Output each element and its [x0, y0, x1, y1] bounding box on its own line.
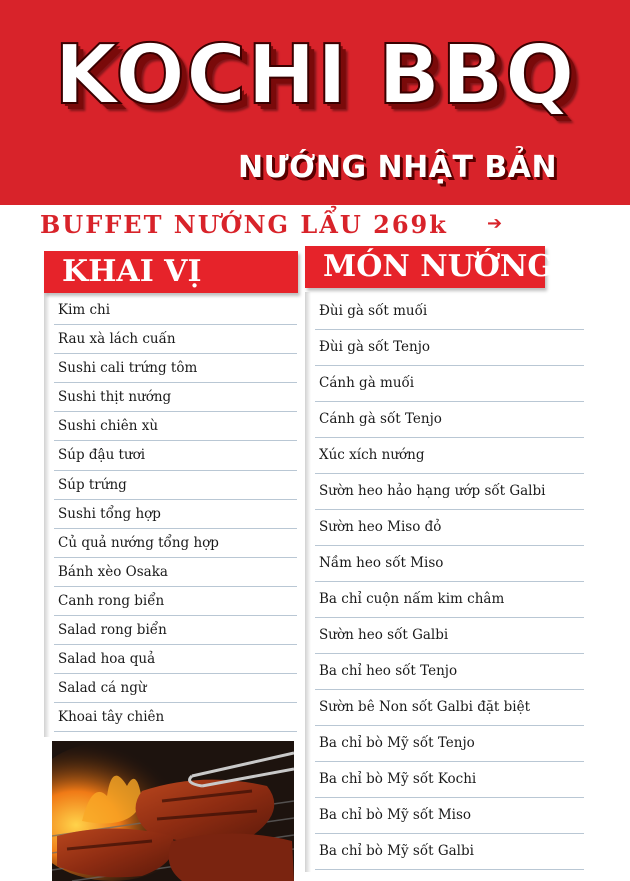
- menu-item: Cánh gà muối: [315, 366, 584, 402]
- menu-item: Cánh gà sốt Tenjo: [315, 402, 584, 438]
- menu-item: Bánh xèo Osaka: [54, 558, 297, 587]
- menu-item: Ba chỉ bò Mỹ sốt Miso: [315, 798, 584, 834]
- grilled-meat-photo: [52, 741, 294, 881]
- menu-item: Sushi tổng hợp: [54, 500, 297, 529]
- menu-item: Sushi chiên xù: [54, 412, 297, 441]
- menu-item: Đùi gà sốt muối: [315, 294, 584, 330]
- menu-item: Ba chỉ heo sốt Tenjo: [315, 654, 584, 690]
- brand-subtitle: NƯỚNG NHẬT BẢN: [238, 150, 558, 185]
- arrow-right-icon: ➔: [487, 213, 503, 234]
- menu-item: Sushi cali trứng tôm: [54, 354, 297, 383]
- grilled-list: [315, 294, 584, 870]
- menu-item: Ba chỉ bò Mỹ sốt Galbi: [315, 834, 584, 870]
- section-title-appetizers: KHAI VỊ: [44, 251, 298, 293]
- column-shadow: [305, 292, 311, 872]
- menu-item: Sườn heo sốt Galbi: [315, 618, 584, 654]
- menu-item: Ba chỉ bò Mỹ sốt Tenjo: [315, 726, 584, 762]
- brand-logo-text: KOCHI BBQ: [54, 28, 576, 123]
- menu-item: Canh rong biển: [54, 587, 297, 616]
- menu-item: Khoai tây chiên: [54, 703, 297, 732]
- section-title-grilled: MÓN NƯỚNG: [305, 246, 545, 288]
- menu-item: Xúc xích nướng: [315, 438, 584, 474]
- menu-item: Nầm heo sốt Miso: [315, 546, 584, 582]
- menu-item: Salad hoa quả: [54, 645, 297, 674]
- grill-illustration: [52, 741, 294, 881]
- column-shadow: [44, 293, 50, 737]
- menu-item: Sườn heo hảo hạng ướp sốt Galbi: [315, 474, 584, 510]
- appetizer-list: [54, 296, 297, 732]
- menu-item: Súp đậu tươi: [54, 441, 297, 470]
- menu-item: Salad rong biển: [54, 616, 297, 645]
- menu-item: Sườn heo Miso đỏ: [315, 510, 584, 546]
- menu-item: Sườn bê Non sốt Galbi đặt biệt: [315, 690, 584, 726]
- menu-item: Củ quả nướng tổng hợp: [54, 529, 297, 558]
- menu-item: Salad cá ngừ: [54, 674, 297, 703]
- menu-item: Kim chi: [54, 296, 297, 325]
- menu-item: Rau xà lách cuấn: [54, 325, 297, 354]
- menu-item: Ba chỉ bò Mỹ sốt Kochi: [315, 762, 584, 798]
- menu-item: Súp trứng: [54, 471, 297, 500]
- menu-item: Đùi gà sốt Tenjo: [315, 330, 584, 366]
- menu-item: Ba chỉ cuộn nấm kim châm: [315, 582, 584, 618]
- promo-text: BUFFET NƯỚNG LẨU 269k: [40, 210, 448, 239]
- menu-item: Sushi thịt nướng: [54, 383, 297, 412]
